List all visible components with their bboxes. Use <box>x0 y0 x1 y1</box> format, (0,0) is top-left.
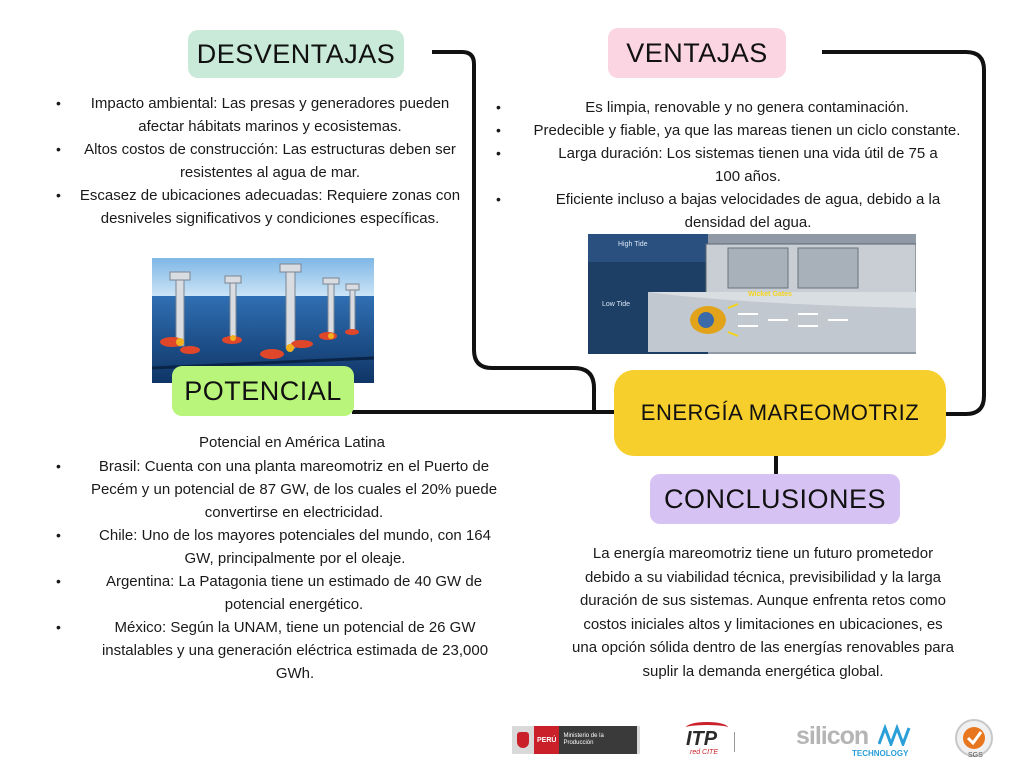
peru-label: PERÚ <box>534 726 559 754</box>
itp-logo <box>684 722 762 758</box>
list-item: • Brasil: Cuenta con una planta mareomotriz en el Puerto de Pecém y un potencial de 87 GW, de los cuales el 20% puede convertirse en electricidad. <box>56 455 514 524</box>
potencial-subtitle: Potencial en América Latina <box>199 434 385 451</box>
list-item: • Chile: Uno de los mayores potenciales del mundo, con 164 GW, principalmente por el oleaje. <box>56 524 514 570</box>
list-item: • Larga duración: Los sistemas tienen una vida útil de 75 a 100 años. <box>496 142 980 188</box>
center-topic: ENERGÍA MAREOMOTRIZ <box>614 370 946 456</box>
sgs-label: SGS <box>968 752 983 759</box>
itp-label: ITP <box>686 728 718 750</box>
potencial-list <box>56 455 514 685</box>
peru-shield-icon <box>512 726 534 754</box>
list-item: • Argentina: La Patagonia tiene un estimado de 40 GW de potencial energético. <box>56 570 514 616</box>
silicon-technology-logo <box>796 722 918 760</box>
conclusiones-title: CONCLUSIONES <box>650 474 900 524</box>
potencial-title: POTENCIAL <box>172 366 354 416</box>
wicket-gates-label: Wicket Gates <box>748 291 792 298</box>
sgs-certification-logo <box>954 718 994 762</box>
ministerio-logo <box>512 726 640 754</box>
low-tide-label: Low Tide <box>602 301 631 308</box>
tidal-barrage-diagram <box>588 234 916 354</box>
waveform-icon <box>878 724 912 746</box>
technology-label: TECHNOLOGY <box>852 749 909 758</box>
desventajas-title: DESVENTAJAS <box>188 30 404 78</box>
ministerio-label: Ministerio de la Producción <box>559 726 637 754</box>
silicon-label: silicon <box>796 722 869 750</box>
list-item: • Altos costos de construcción: Las estructuras deben ser resistentes al agua de mar. <box>56 138 466 184</box>
ventajas-title: VENTAJAS <box>608 28 786 78</box>
desventajas-list <box>56 92 466 230</box>
high-tide-label: High Tide <box>618 241 648 248</box>
list-item: • Eficiente incluso a bajas velocidades de agua, debido a la densidad del agua. <box>496 188 980 234</box>
list-item: • Impacto ambiental: Las presas y generadores pueden afectar hábitats marinos y ecosistemas. <box>56 92 466 138</box>
red-cite-label: red CITE <box>690 749 719 756</box>
ventajas-list <box>496 96 980 234</box>
conclusiones-text: La energía mareomotriz tiene un futuro prometedor debido a su viabilidad técnica, previsibilidad y la larga duración de sus sistemas. Aunque enfrenta retos como costos iniciales altos y limitaciones en ubicaciones, es una opción sólida dentro de las energías renovables para suplir la demanda energética global. <box>572 545 954 680</box>
list-item: • Es limpia, renovable y no genera contaminación. <box>496 96 980 119</box>
list-item: • México: Según la UNAM, tiene un potencial de 26 GW instalables y una generación eléctrica estimada de 23,000 GWh. <box>56 616 514 685</box>
underwater-turbines-photo <box>152 258 374 383</box>
list-item: • Escasez de ubicaciones adecuadas: Requiere zonas con desniveles significativos y condiciones específicas. <box>56 184 466 230</box>
list-item: • Predecible y fiable, ya que las mareas tienen un ciclo constante. <box>496 119 980 142</box>
